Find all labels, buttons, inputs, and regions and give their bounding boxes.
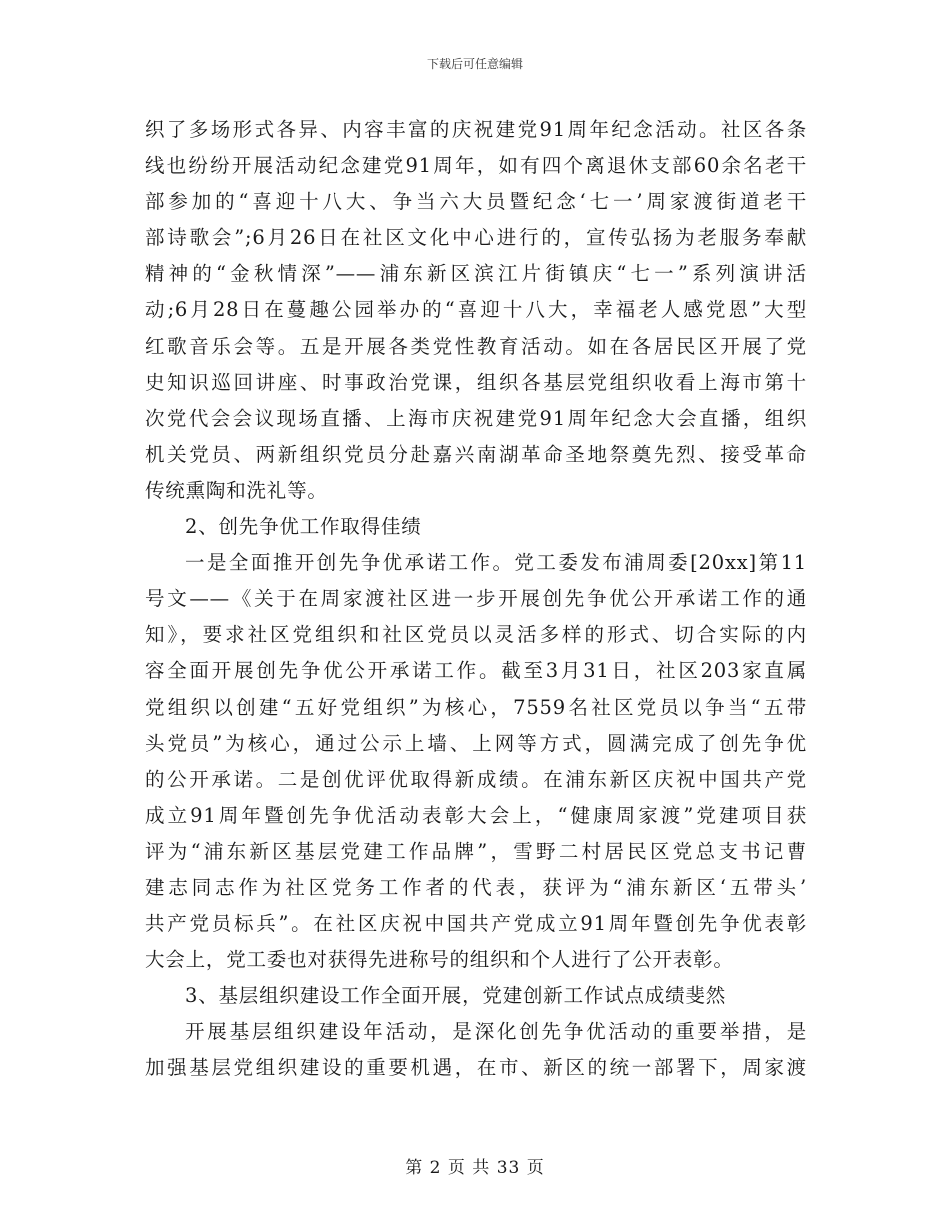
header-note: 下载后可任意编辑 [426, 57, 523, 71]
text-line: 织了多场形式各异、内容丰富的庆祝建党91周年纪念活动。社区各条 [145, 118, 807, 141]
document-body [145, 112, 807, 1087]
text-line: 机关党员、两新组织党员分赴嘉兴南湖革命圣地祭奠先烈、接受革命 [145, 442, 807, 466]
text-line: 一是全面推开创先争优承诺工作。党工委发布浦周委[20xx]第11 [185, 551, 807, 575]
text-line: 党组织以创建“五好党组织”为核心，7559名社区党员以争当“五带 [145, 695, 807, 719]
text-line: 的公开承诺。二是创优评优取得新成绩。在浦东新区庆祝中国共产党 [145, 767, 807, 791]
text-line: 精神的“金秋情深”——浦东新区滨江片街镇庆“七一”系列演讲活 [145, 262, 807, 286]
text-line: 2、创先争优工作取得佳绩 [185, 515, 422, 539]
text-line: 知》，要求社区党组织和社区党员以灵活多样的形式、切合实际的内 [145, 623, 807, 647]
text-line: 次党代会会议现场直播、上海市庆祝建党91周年纪念大会直播，组织 [145, 406, 807, 430]
text-line: 部诗歌会”;6月26日在社区文化中心进行的，宣传弘扬为老服务奉献 [145, 226, 807, 250]
text-line: 容全面开展创先争优公开承诺工作。截至3月31日，社区203家直属 [145, 659, 807, 683]
text-line: 开展基层组织建设年活动，是深化创先争优活动的重要举措，是 [185, 1020, 807, 1044]
text-line: 号文——《关于在周家渡社区进一步开展创先争优公开承诺工作的通 [145, 587, 808, 611]
text-line: 3、基层组织建设工作全面开展，党建创新工作试点成绩斐然 [185, 984, 727, 1008]
text-line: 线也纷纷开展活动纪念建党91周年，如有四个离退休支部60余名老干 [145, 154, 807, 178]
page-number: 第 2 页 共 33 页 [405, 1158, 545, 1178]
text-line: 动;6月28日在蔓趣公园举办的“喜迎十八大，幸福老人感党恩”大型 [145, 298, 807, 322]
text-line: 部参加的“喜迎十八大、争当六大员暨纪念‘七一’周家渡街道老干 [145, 190, 807, 214]
text-line: 大会上，党工委也对获得先进称号的组织和个人进行了公开表彰。 [145, 948, 734, 972]
text-line: 传统熏陶和洗礼等。 [145, 478, 328, 502]
text-line: 红歌音乐会等。五是开展各类党性教育活动。如在各居民区开展了党 [145, 334, 807, 358]
text-line: 成立91周年暨创先争优活动表彰大会上，“健康周家渡”党建项目获 [145, 803, 807, 827]
text-line: 建志同志作为社区党务工作者的代表，获评为“浦东新区‘五带头’ [145, 875, 807, 899]
text-line: 头党员”为核心，通过公示上墙、上网等方式，圆满完成了创先争优 [145, 731, 807, 755]
text-line: 加强基层党组织建设的重要机遇，在市、新区的统一部署下，周家渡 [145, 1056, 807, 1080]
text-line: 共产党员标兵”。在社区庆祝中国共产党成立91周年暨创先争优表彰 [145, 912, 807, 936]
text-line: 史知识巡回讲座、时事政治党课，组织各基层党组织收看上海市第十 [145, 370, 807, 394]
text-line: 评为“浦东新区基层党建工作品牌”，雪野二村居民区党总支书记曹 [145, 839, 807, 863]
